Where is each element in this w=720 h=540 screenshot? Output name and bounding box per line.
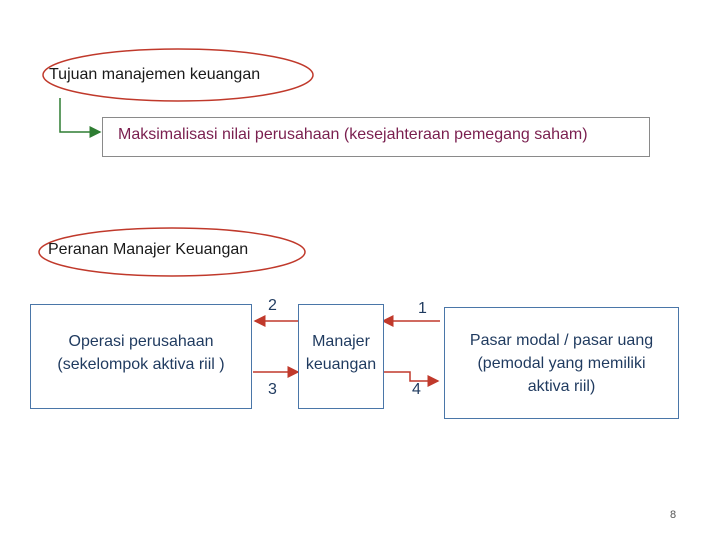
goal-connector — [60, 98, 100, 132]
right-box-line2: (pemodal yang memiliki — [477, 355, 646, 372]
page-number: 8 — [670, 509, 677, 521]
flow-label-2: 2 — [268, 297, 277, 314]
left-box-line1: Operasi perusahaan — [68, 333, 214, 350]
flow-label-3: 3 — [268, 381, 277, 398]
flow-label-4: 4 — [412, 381, 421, 398]
goal-heading: Tujuan manajemen keuangan — [49, 66, 261, 83]
roles-heading: Peranan Manajer Keuangan — [48, 241, 249, 258]
flow-label-1: 1 — [418, 300, 427, 317]
goal-text: Maksimalisasi nilai perusahaan (kesejahteraan pemegang saham) — [118, 126, 588, 143]
center-box-line1: Manajer — [312, 333, 370, 350]
right-box-line1: Pasar modal / pasar uang — [469, 332, 654, 349]
flow-arrow-4 — [383, 372, 438, 381]
left-box-line2: (sekelompok aktiva riil ) — [57, 356, 225, 373]
center-box-line2: keuangan — [305, 356, 377, 373]
right-box-line3: aktiva riil) — [527, 378, 596, 395]
